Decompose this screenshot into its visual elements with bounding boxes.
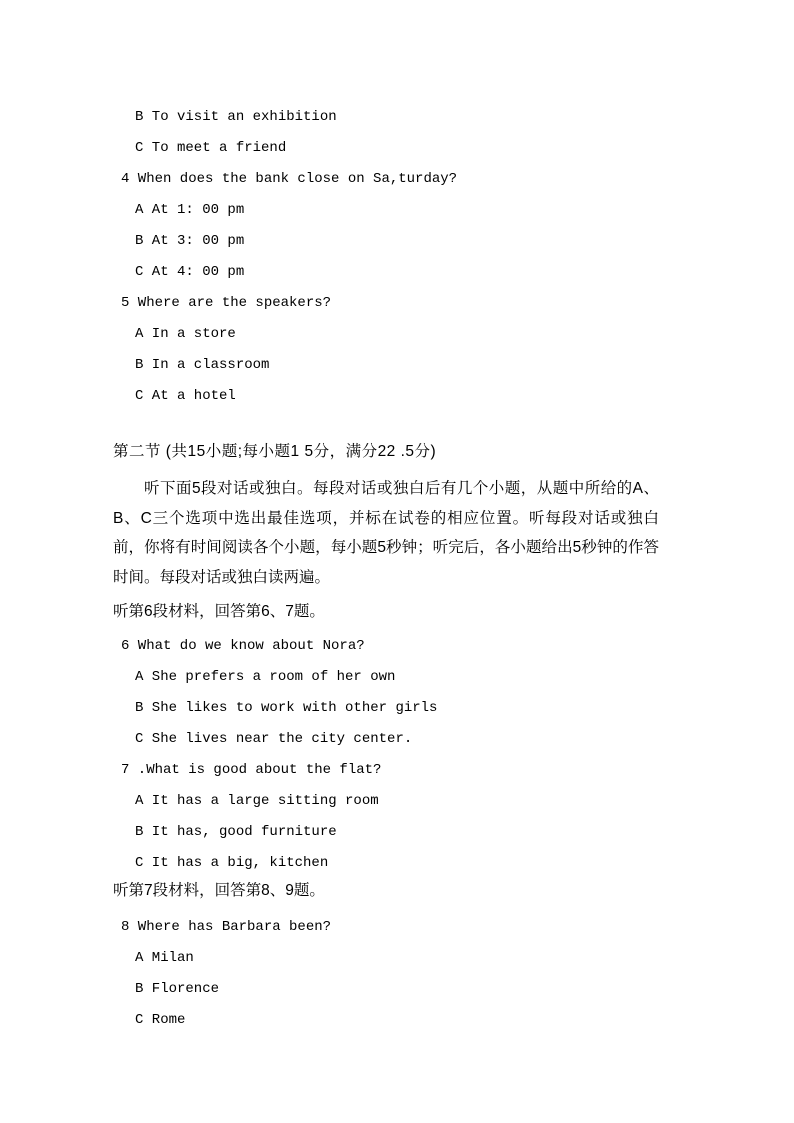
answer-option-4b: B At 3: 00 pm (135, 233, 245, 249)
answer-option-4a: A At 1: 00 pm (135, 202, 245, 218)
answer-option-3c: C To meet a friend (135, 140, 287, 156)
material-6-note: 听第6段材料，回答第6、7题。 (113, 603, 325, 620)
answer-option-8b: B Florence (135, 981, 220, 997)
answer-option-6a: A She prefers a room of her own (135, 669, 396, 685)
answer-option-7c: C It has a big, kitchen (135, 855, 329, 871)
answer-option-8c: C Rome (135, 1012, 186, 1028)
section-2-heading: 第二节 (共15小题;每小题1 5分，满分22 .5分) (113, 443, 437, 460)
answer-option-5b: B In a classroom (135, 357, 270, 373)
question-5-prompt: 5 Where are the speakers? (121, 295, 332, 311)
answer-option-6b: B She likes to work with other girls (135, 700, 438, 716)
answer-option-7b: B It has, good furniture (135, 824, 337, 840)
answer-option-6c: C She lives near the city center. (135, 731, 413, 747)
answer-option-3b: B To visit an exhibition (135, 109, 337, 125)
answer-option-5c: C At a hotel (135, 388, 236, 404)
question-6-prompt: 6 What do we know about Nora? (121, 638, 365, 654)
answer-option-7a: A It has a large sitting room (135, 793, 379, 809)
section-2-instructions: 听下面5段对话或独白。每段对话或独白后有几个小题，从题中所给的A、B、C三个选项中选出最佳选项，并标在试卷的相应位置。听每段对话或独白前，你将有时间阅读各个小题，每小题5秒钟；听完后，各小题给出5秒钟的作答时间。每段对话或独白读两遍。 (113, 480, 659, 586)
answer-option-8a: A Milan (135, 950, 194, 966)
answer-option-5a: A In a store (135, 326, 236, 342)
question-4-prompt: 4 When does the bank close on Sa,turday? (121, 171, 458, 187)
question-8-prompt: 8 Where has Barbara been? (121, 919, 332, 935)
answer-option-4c: C At 4: 00 pm (135, 264, 245, 280)
question-7-prompt: 7 .What is good about the flat? (121, 762, 382, 778)
material-7-note: 听第7段材料，回答第8、9题。 (113, 882, 325, 899)
